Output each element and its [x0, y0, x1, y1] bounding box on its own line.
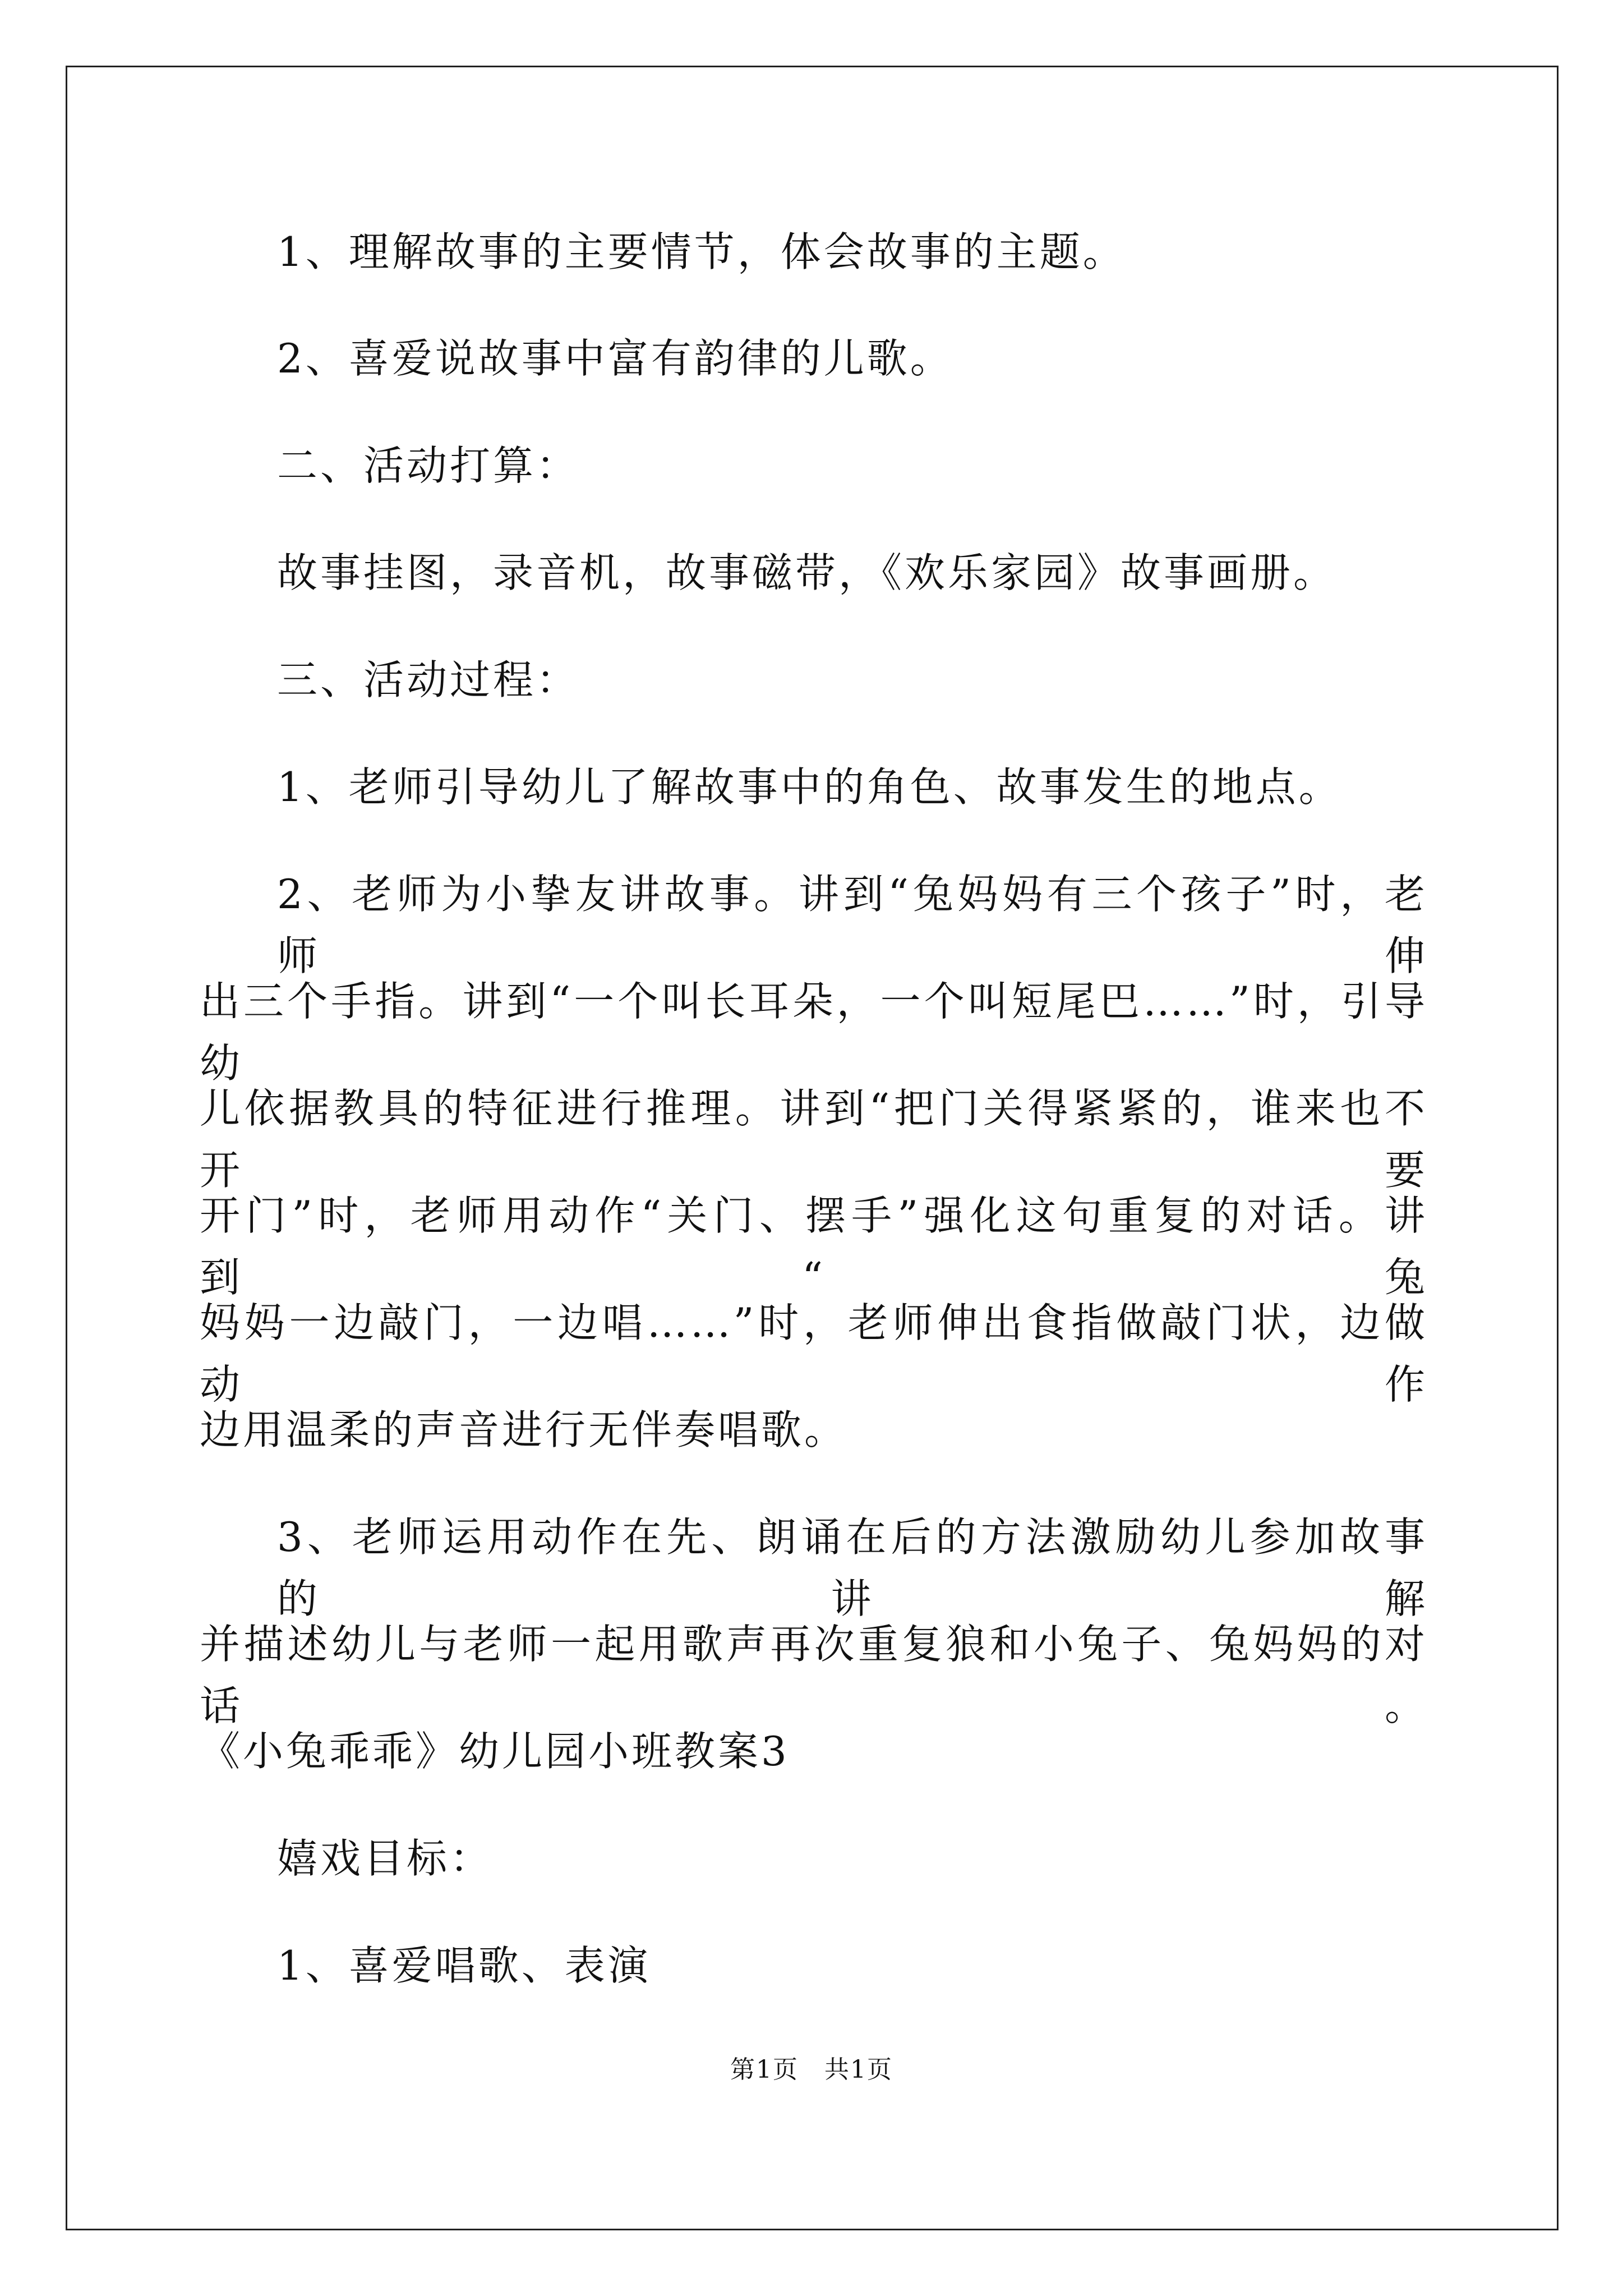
process-step-2-line-6: 边用温柔的声音进行无伴奏唱歌。 [200, 1406, 848, 1453]
process-step-2-line-4: 开门”时，老师用动作“关门、摆手”强化这句重复的对话。讲到“兔 [200, 1192, 1428, 1301]
process-step-2-line-5: 妈妈一边敲门，一边唱……”时，老师伸出食指做敲门状，边做动作 [200, 1299, 1428, 1408]
game-goal-1: 1、喜爱唱歌、表演 [277, 1942, 651, 1989]
process-step-2-line-2: 出三个手指。讲到“一个叫长耳朵，一个叫短尾巴……”时，引导幼 [200, 978, 1428, 1087]
process-step-2-line-1: 2、老师为小挚友讲故事。讲到“兔妈妈有三个孩子”时，老师伸 [277, 871, 1428, 979]
lesson-plan-title: 《小兔乖乖》幼儿园小班教案3 [200, 1728, 790, 1775]
preparation-materials: 故事挂图，录音机，故事磁带，《欢乐家园》故事画册。 [277, 549, 1337, 596]
section-heading-game-goals: 嬉戏目标： [277, 1835, 494, 1882]
section-heading-process: 三、活动过程： [277, 656, 580, 703]
objective-line-2: 2、喜爱说故事中富有韵律的儿歌。 [277, 335, 953, 382]
page-footer: 第1页 共1页 [730, 2055, 893, 2084]
process-step-1: 1、老师引导幼儿了解故事中的角色、故事发生的地点。 [277, 763, 1342, 811]
process-step-3-line-1: 3、老师运用动作在先、朗诵在后的方法激励幼儿参加故事的讲解 [277, 1513, 1428, 1622]
process-step-2-line-3: 儿依据教具的特征进行推理。讲到“把门关得紧紧的，谁来也不开要 [200, 1085, 1428, 1194]
process-step-3-line-2: 并描述幼儿与老师一起用歌声再次重复狼和小兔子、兔妈妈的对话。 [200, 1621, 1428, 1729]
objective-line-1: 1、理解故事的主要情节，体会故事的主题。 [277, 228, 1126, 275]
section-heading-preparation: 二、活动打算： [277, 442, 580, 489]
